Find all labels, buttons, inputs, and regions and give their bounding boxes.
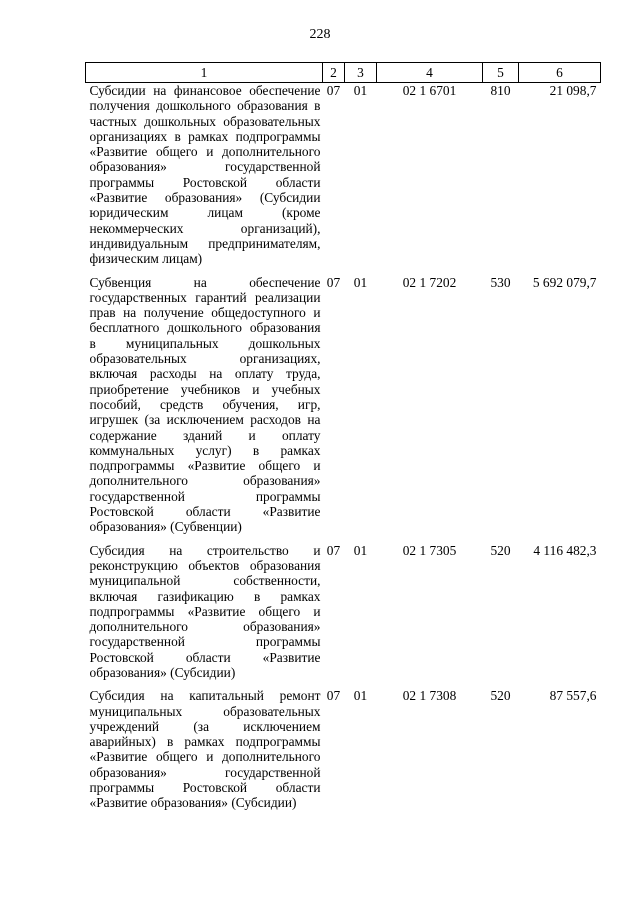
table-row <box>86 543 601 689</box>
column-header: 3 <box>345 63 377 83</box>
column-header: 1 <box>86 63 323 83</box>
row-description: Субсидии на финансовое обеспечение получения дошкольного образования в частных дошкольных образовательных организациях в рамках подпрограммы «Развитие общего и дополнительного образования» государственной программы Ростовской области «Развитие образования» (Субсидии юридическим лицам (кроме некоммерческих организаций), индивидуальным предпринимателям, физическим лицам) <box>89 83 321 267</box>
row-target-code: 02 1 7305 <box>402 542 457 558</box>
row-section-code: 07 <box>326 688 341 704</box>
column-header: 5 <box>483 63 519 83</box>
column-header: 6 <box>519 63 601 83</box>
column-header: 2 <box>323 63 345 83</box>
row-expense-type: 810 <box>490 83 511 98</box>
page-number: 228 <box>309 27 331 42</box>
row-amount: 21 098,7 <box>549 83 597 98</box>
row-subsection-code: 01 <box>353 274 368 290</box>
row-description: Субсидия на строительство и реконструкцию объектов образования муниципальной собственности, включая газификацию в рамках подпрограммы «Развитие общего и дополнительного образования» государственной программы Ростовской области «Развитие образования» (Субсидии) <box>89 542 321 680</box>
row-target-code: 02 1 7202 <box>402 274 457 290</box>
row-subsection-code: 01 <box>353 542 368 558</box>
table-row <box>86 275 601 543</box>
row-section-code: 07 <box>326 274 341 290</box>
column-header: 4 <box>377 63 483 83</box>
row-description: Субвенция на обеспечение государственных гарантий реализации прав на получение общедоступного и бесплатного дошкольного образования в муниципальных дошкольных образовательных организациях, включая расходы на оплату труда, приобретение учебников и учебных пособий, средств обучения, игр, игрушек (за исключением расходов на содержание зданий и оплату коммунальных услуг) в рамках подпрограммы «Развитие общего и дополнительного образования» государственной программы Ростовской области «Развитие образования» (Субвенции) <box>89 274 321 535</box>
row-target-code: 02 1 6701 <box>402 83 457 98</box>
row-section-code: 07 <box>326 542 341 558</box>
row-subsection-code: 01 <box>353 83 368 98</box>
row-amount: 4 116 482,3 <box>533 542 597 558</box>
row-amount: 87 557,6 <box>549 688 597 704</box>
table-header-row <box>86 63 601 83</box>
row-expense-type: 520 <box>490 542 511 558</box>
table-row <box>86 83 601 275</box>
row-target-code: 02 1 7308 <box>402 688 457 704</box>
row-expense-type: 530 <box>490 274 511 290</box>
budget-table <box>85 62 601 819</box>
row-section-code: 07 <box>326 83 341 98</box>
row-expense-type: 520 <box>490 688 511 704</box>
table-row <box>86 688 601 818</box>
row-description: Субсидия на капитальный ремонт муниципальных образовательных учреждений (за исключением аварийных) в рамках подпрограммы «Развитие общего и дополнительного образования» государственной программы Ростовской области «Развитие образования» (Субсидии) <box>89 688 321 811</box>
row-subsection-code: 01 <box>353 688 368 704</box>
row-amount: 5 692 079,7 <box>532 274 597 290</box>
